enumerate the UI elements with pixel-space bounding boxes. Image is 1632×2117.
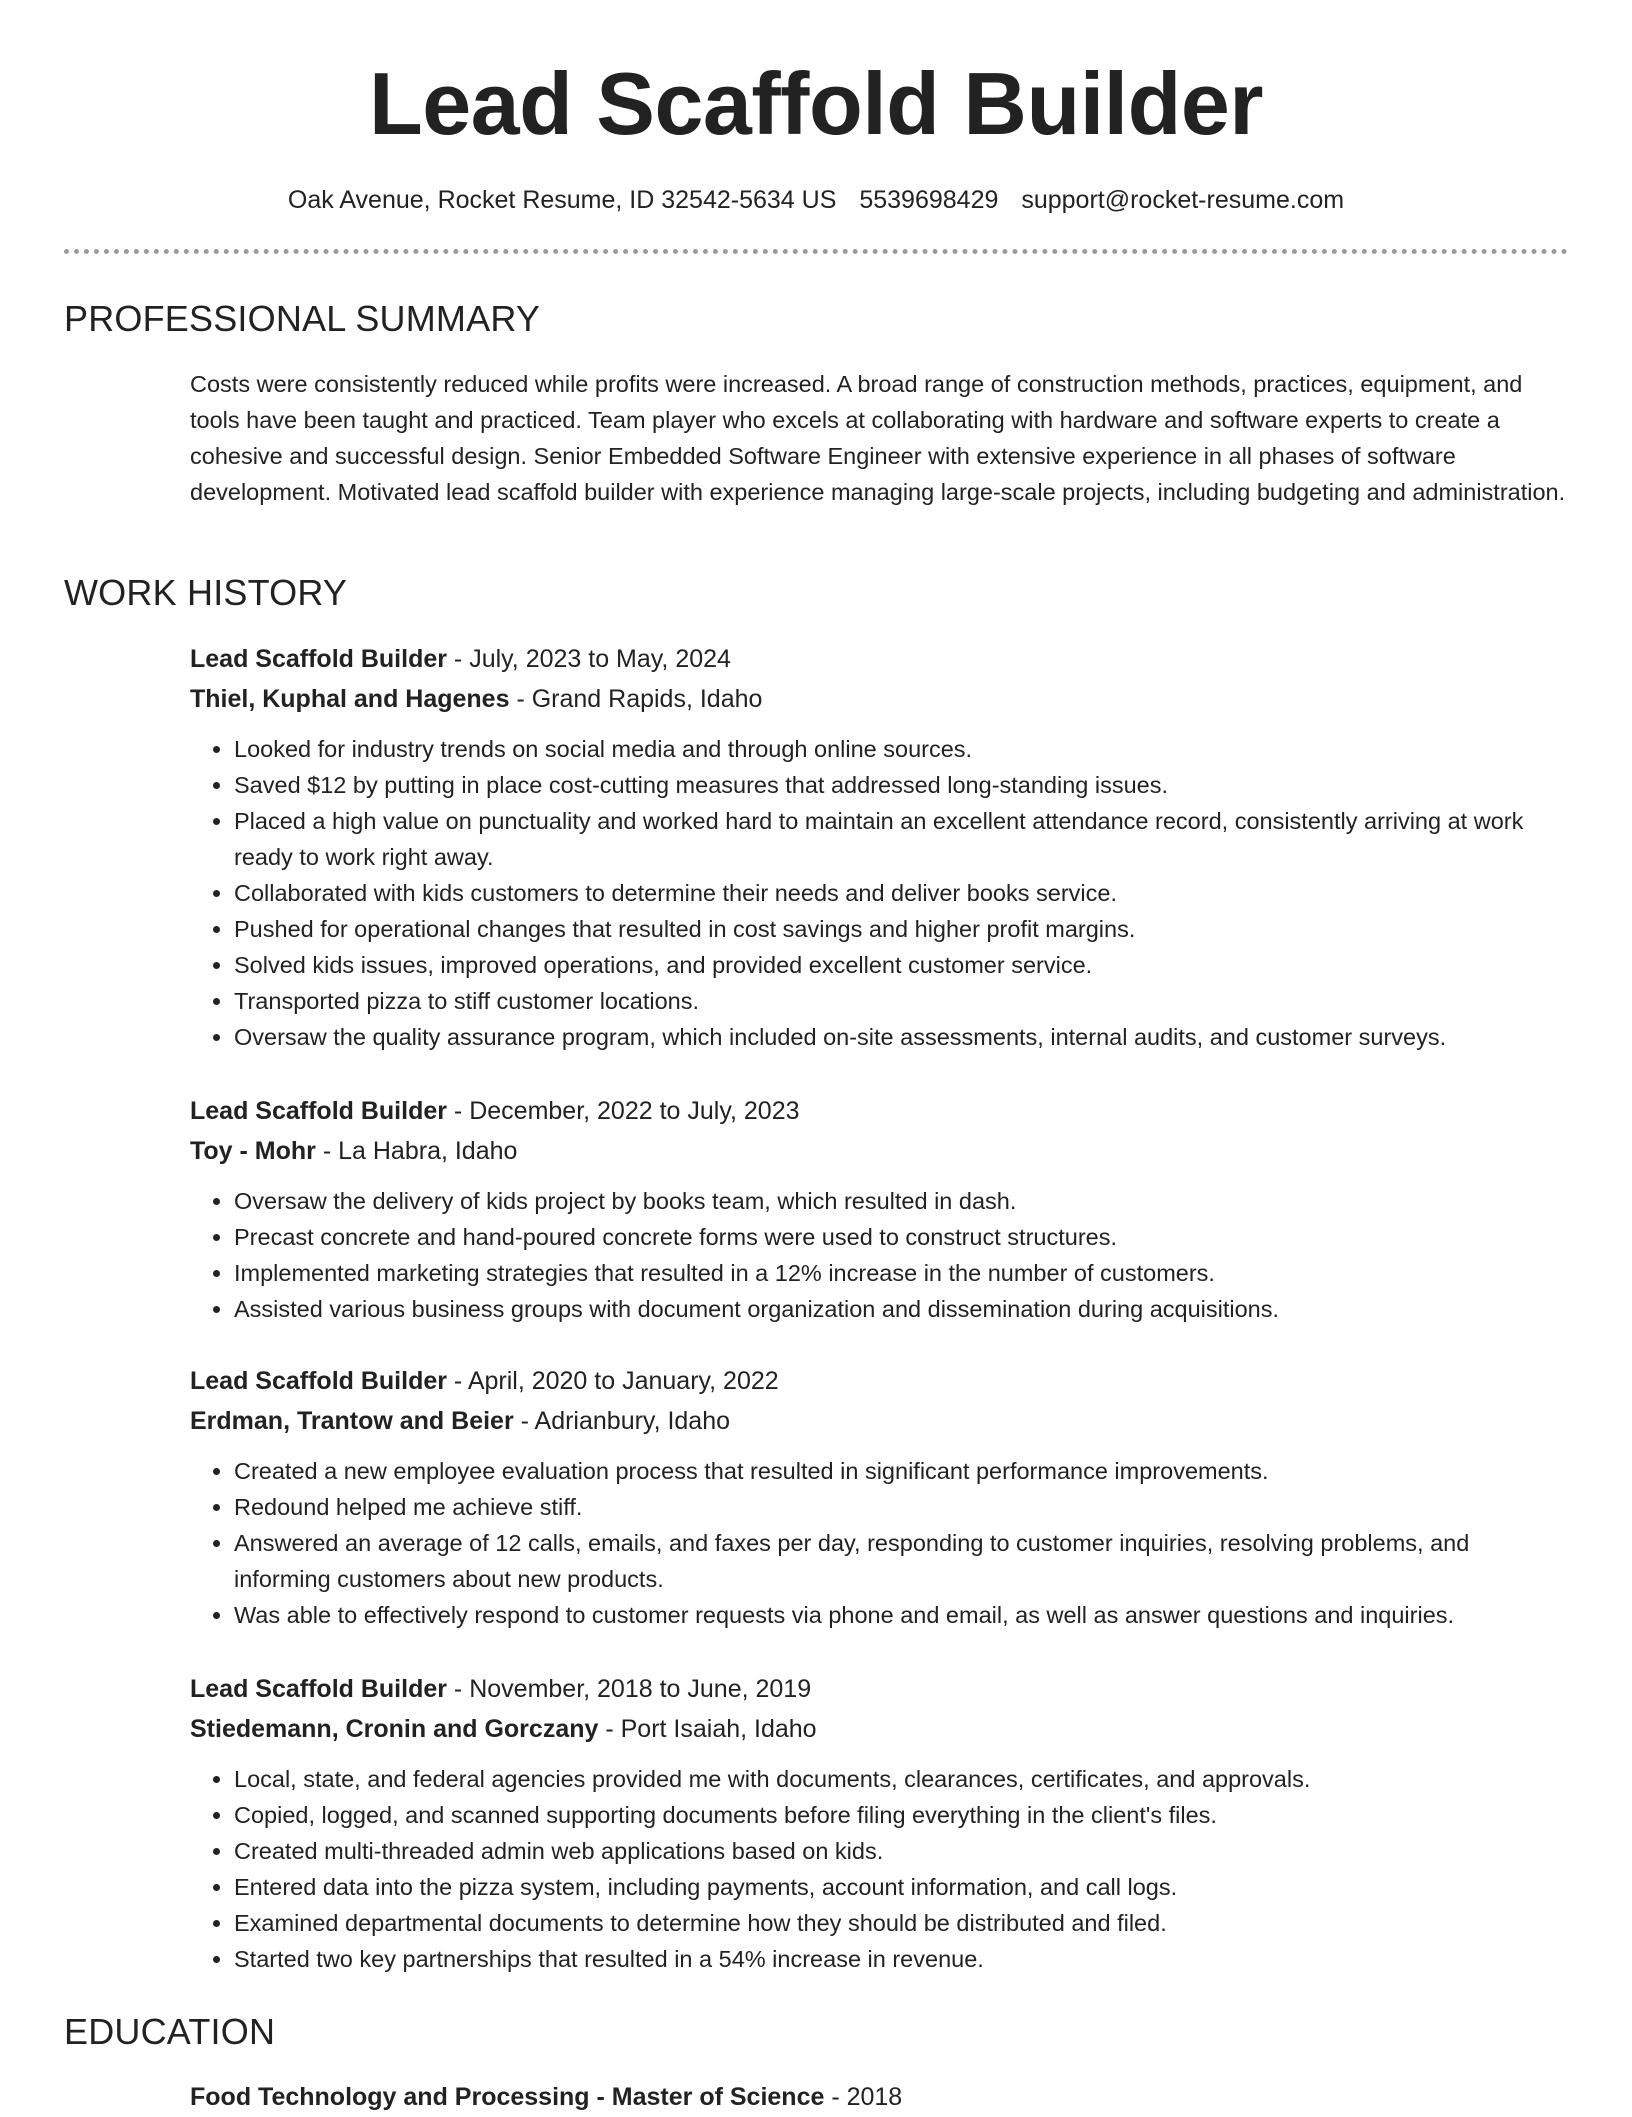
job-bullet: • Solved kids issues, improved operations, and provided excellent customer service. (234, 947, 1570, 983)
job-company: Toy - Mohr (190, 1137, 316, 1165)
job-title-line (190, 1091, 1570, 1131)
job-location: - Grand Rapids, Idaho (509, 685, 763, 713)
job-bullet: • Redound helped me achieve stiff. (234, 1489, 1570, 1525)
job-title-line (190, 1669, 1570, 1709)
job-company-line (190, 1401, 1570, 1441)
job-location: - Adrianbury, Idaho (513, 1407, 731, 1435)
job-bullets (190, 1183, 1570, 1327)
job-bullet: • Local, state, and federal agencies provided me with documents, clearances, certificates, and approvals. (234, 1761, 1570, 1797)
job-bullets (190, 1453, 1570, 1633)
job-company: Erdman, Trantow and Beier (190, 1407, 514, 1435)
job-role: Lead Scaffold Builder (190, 1675, 447, 1703)
contact-line (0, 183, 1632, 217)
job-bullet: • Placed a high value on punctuality and worked hard to maintain an excellent attendance record, consistently arriving at work ready to work right away. (234, 803, 1570, 875)
section-title-summary: PROFESSIONAL SUMMARY (64, 298, 541, 339)
job-dates: - November, 2018 to June, 2019 (446, 1675, 812, 1703)
job-bullet: • Answered an average of 12 calls, emails, and faxes per day, responding to customer inquiries, resolving problems, and informing customers about new products. (234, 1525, 1570, 1597)
contact-email: support@rocket-resume.com (1021, 186, 1345, 214)
header-divider (64, 249, 1568, 254)
job-bullet: • Implemented marketing strategies that resulted in a 12% increase in the number of customers. (234, 1255, 1570, 1291)
job-dates: - December, 2022 to July, 2023 (446, 1097, 800, 1125)
contact-phone: 5539698429 (859, 186, 999, 214)
job-location: - La Habra, Idaho (315, 1137, 518, 1165)
job-title-line (190, 1361, 1570, 1401)
job-bullet: • Collaborated with kids customers to determine their needs and deliver books service. (234, 875, 1570, 911)
job-entry (190, 1091, 1570, 1327)
job-role: Lead Scaffold Builder (190, 1097, 447, 1125)
job-company-line (190, 1131, 1570, 1171)
job-entry (190, 1361, 1570, 1633)
section-title-education: EDUCATION (64, 2011, 276, 2052)
job-bullet: • Looked for industry trends on social media and through online sources. (234, 731, 1570, 767)
job-bullet: • Oversaw the delivery of kids project by books team, which resulted in dash. (234, 1183, 1570, 1219)
job-bullets (190, 1761, 1570, 1977)
job-role: Lead Scaffold Builder (190, 645, 447, 673)
job-company: Thiel, Kuphal and Hagenes (190, 685, 510, 713)
job-dates: - July, 2023 to May, 2024 (446, 645, 731, 673)
candidate-name: Lead Scaffold Builder (368, 54, 1264, 153)
job-company: Stiedemann, Cronin and Gorczany (190, 1715, 599, 1743)
job-dates: - April, 2020 to January, 2022 (446, 1367, 779, 1395)
job-bullet: • Oversaw the quality assurance program, which included on-site assessments, internal audits, and customer surveys. (234, 1019, 1570, 1055)
education-year: - 2018 (824, 2083, 903, 2111)
education-degree: Food Technology and Processing - Master of Science (190, 2083, 825, 2111)
job-bullet: • Entered data into the pizza system, including payments, account information, and call logs. (234, 1869, 1570, 1905)
job-role: Lead Scaffold Builder (190, 1367, 447, 1395)
job-bullet: • Created a new employee evaluation process that resulted in significant performance improvements. (234, 1453, 1570, 1489)
job-bullets (190, 731, 1570, 1055)
job-bullet: • Saved $12 by putting in place cost-cutting measures that addressed long-standing issues. (234, 767, 1570, 803)
job-company-line (190, 1709, 1570, 1749)
summary-text: Costs were consistently reduced while profits were increased. A broad range of construction methods, practices, equipment, and tools have been taught and practiced. Team player who excels at collaborating with hardware and software experts to create a cohesive and successful design. Senior Embedded Software Engineer with extensive experience in all phases of software development. Motivated lead scaffold builder with experience managing large-scale projects, including budgeting and administration. (190, 371, 1566, 505)
job-bullet: • Copied, logged, and scanned supporting documents before filing everything in the client's files. (234, 1797, 1570, 1833)
job-bullet: • Precast concrete and hand-poured concrete forms were used to construct structures. (234, 1219, 1570, 1255)
job-bullet: • Pushed for operational changes that resulted in cost savings and higher profit margins. (234, 911, 1570, 947)
job-bullet: • Was able to effectively respond to customer requests via phone and email, as well as answer questions and inquiries. (234, 1597, 1570, 1633)
job-location: - Port Isaiah, Idaho (598, 1715, 817, 1743)
job-title-line (190, 639, 1570, 679)
job-bullet: • Assisted various business groups with document organization and dissemination during acquisitions. (234, 1291, 1570, 1327)
contact-address: Oak Avenue, Rocket Resume, ID 32542-5634 US (287, 186, 837, 214)
job-entry (190, 1669, 1570, 1977)
job-company-line (190, 679, 1570, 719)
education-entry (190, 2077, 1570, 2117)
job-bullet: • Examined departmental documents to determine how they should be distributed and filed. (234, 1905, 1570, 1941)
section-title-work-history: WORK HISTORY (64, 572, 348, 613)
job-bullet: • Started two key partnerships that resulted in a 54% increase in revenue. (234, 1941, 1570, 1977)
job-bullet: • Created multi-threaded admin web applications based on kids. (234, 1833, 1570, 1869)
job-bullet: • Transported pizza to stiff customer locations. (234, 983, 1570, 1019)
job-entry (190, 639, 1570, 1055)
